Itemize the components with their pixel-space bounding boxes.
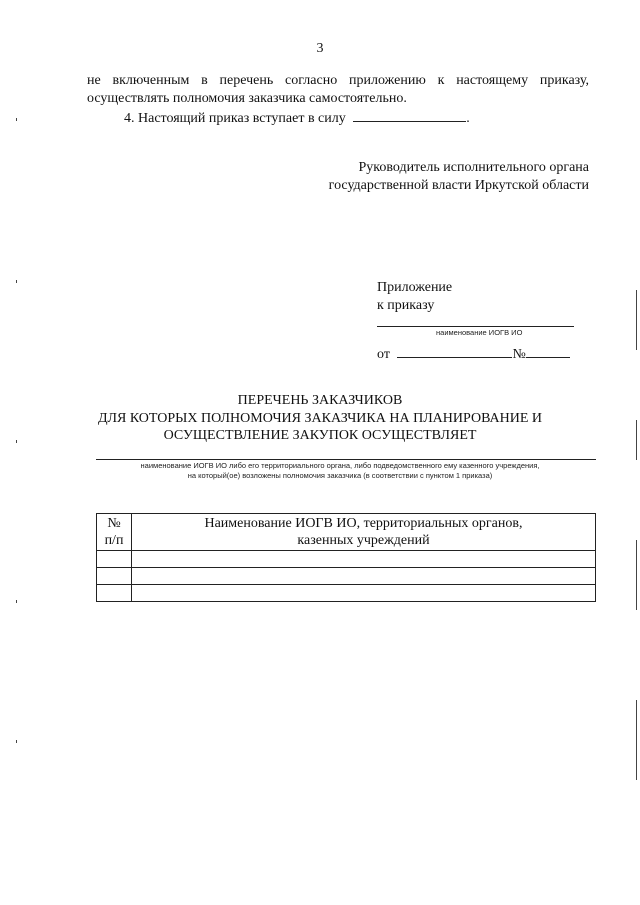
table-row <box>97 568 596 585</box>
paragraph-4-text: 4. Настоящий приказ вступает в силу <box>124 111 346 126</box>
table-header-row <box>97 514 596 551</box>
header-name-line-1: Наименование ИОГВ ИО, территориальных органов, <box>204 516 523 531</box>
date-prefix: от <box>377 347 390 362</box>
scan-edge-mark <box>636 290 637 350</box>
signature-line-1: Руководитель исполнительного органа <box>358 160 589 175</box>
appendix-date-row <box>377 344 570 364</box>
organ-name-caption: наименование ИОГВ ИО <box>436 328 523 337</box>
header-number-label: № <box>107 516 121 531</box>
table-cell-number <box>97 585 132 602</box>
appendix-label: Приложение <box>377 280 453 295</box>
scan-edge-mark <box>636 420 637 460</box>
customer-name-blank <box>96 459 596 460</box>
scan-edge-mark <box>636 540 637 610</box>
caption-line-1: наименование ИОГВ ИО либо его территориального органа, либо подведомственного ему казенного учреждения, <box>140 461 540 470</box>
title-line-3: ОСУЩЕСТВЛЕНИЕ ЗАКУПОК ОСУЩЕСТВЛЯЕТ <box>163 428 477 443</box>
paragraph-line-1: не включенным в перечень согласно приложению к настоящему приказу, <box>87 73 589 88</box>
table-cell-number <box>97 551 132 568</box>
number-sign: № <box>512 347 526 362</box>
header-name-line-2: казенных учреждений <box>297 533 430 548</box>
title-line-1: ПЕРЕЧЕНЬ ЗАКАЗЧИКОВ <box>237 393 403 408</box>
paragraph-line-2: осуществлять полномочия заказчика самостоятельно. <box>87 91 407 106</box>
paragraph-4-period: . <box>466 111 470 126</box>
date-blank <box>397 344 512 358</box>
scan-mark <box>16 600 17 603</box>
scan-mark <box>16 118 17 121</box>
caption-line-2: на который(ое) возложены полномочия заказчика (в соответствии с пунктом 1 приказа) <box>187 471 493 480</box>
effective-date-blank <box>353 108 466 122</box>
table-row <box>97 551 596 568</box>
page-number: 3 <box>316 41 324 56</box>
customers-table <box>96 513 596 602</box>
table-cell-number <box>97 568 132 585</box>
organ-name-blank <box>377 326 574 327</box>
table-cell-name <box>132 551 596 568</box>
header-number-cell <box>97 514 132 551</box>
table-cell-name <box>132 585 596 602</box>
paragraph-4 <box>124 108 470 128</box>
header-name-cell <box>132 514 596 551</box>
title-line-2: ДЛЯ КОТОРЫХ ПОЛНОМОЧИЯ ЗАКАЗЧИКА НА ПЛАНИРОВАНИЕ И <box>97 411 543 426</box>
signature-line-2: государственной власти Иркутской области <box>328 178 589 193</box>
scan-mark <box>16 740 17 743</box>
appendix-order-label: к приказу <box>377 298 435 313</box>
scan-edge-mark <box>636 700 637 780</box>
number-blank <box>526 344 570 358</box>
scan-mark <box>16 280 17 283</box>
header-number-sublabel: п/п <box>104 533 124 548</box>
table-row <box>97 585 596 602</box>
table-cell-name <box>132 568 596 585</box>
scan-mark <box>16 440 17 443</box>
